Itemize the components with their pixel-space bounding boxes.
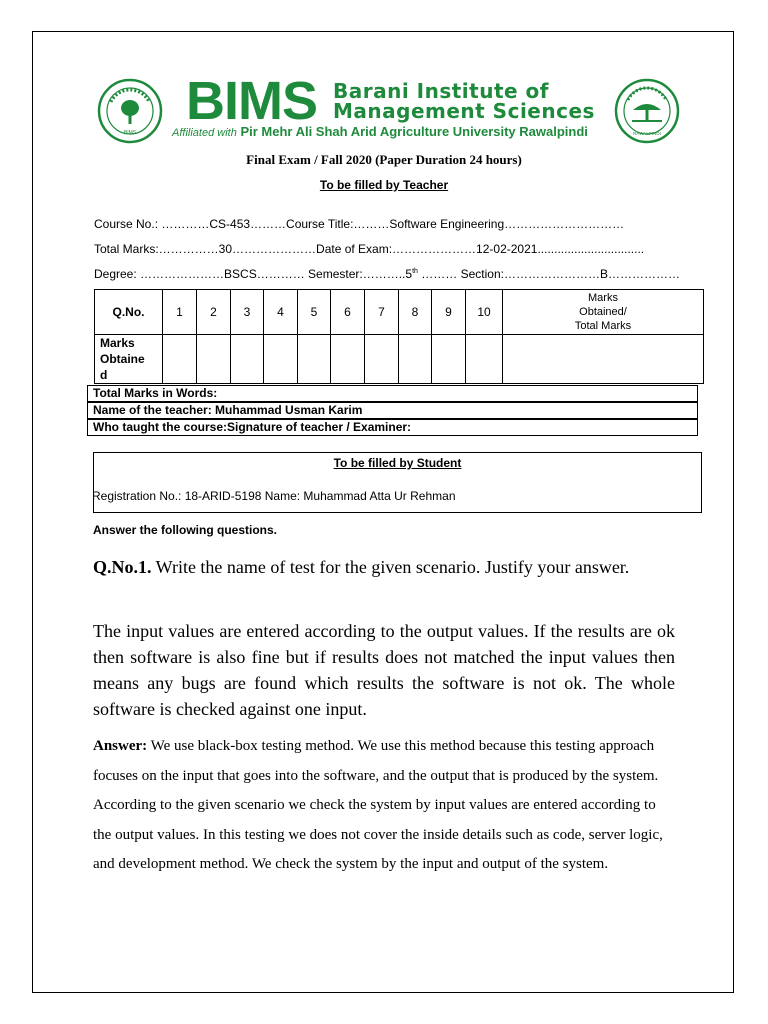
student-section-title: To be filled by Student xyxy=(333,456,462,470)
registration-line: Registration No.: 18-ARID-5198 Name: Muhammad Atta Ur Rehman xyxy=(92,489,456,503)
marks-cell[interactable] xyxy=(466,335,503,384)
row-label-line: d xyxy=(100,368,108,382)
marks-obtained-row xyxy=(95,335,704,384)
degree-line-text: Degree: …………………BSCS………… Semester:………..5 xyxy=(94,267,413,281)
teacher-signature-row: Who taught the course:Signature of teacher / Examiner: xyxy=(87,419,698,436)
student-box xyxy=(93,452,702,513)
marks-cell[interactable] xyxy=(197,335,231,384)
question-number: 1 xyxy=(163,290,197,335)
answer-text: We use black-box testing method. We use this method because this testing approach focuses on the input that goes into the software, and the output that is produced by the system. According to the given scenario we check the system by input values are entered according to the output values. In this testing we does not cover the inside details such as code, server logic, and development method. We check the system by the input and output of the system. xyxy=(93,738,663,872)
total-marks-cell[interactable] xyxy=(503,335,704,384)
marks-cell[interactable] xyxy=(298,335,331,384)
marks-cell[interactable] xyxy=(163,335,197,384)
answer xyxy=(93,732,675,880)
teacher-name-row: Name of the teacher: Muhammad Usman Karim xyxy=(87,402,698,419)
question-label: Q.No.1. xyxy=(93,557,152,577)
marks-line: Total Marks:……………30…………………Date of Exam:…………………12-02-2021................................ xyxy=(94,242,645,256)
obtained-total-header xyxy=(503,290,704,335)
question-number: 7 xyxy=(365,290,399,335)
exam-title: Final Exam / Fall 2020 (Paper Duration 24 hours) xyxy=(246,152,522,167)
marks-cell[interactable] xyxy=(264,335,298,384)
question-number: 3 xyxy=(231,290,264,335)
obtained-header-line: Marks xyxy=(588,292,618,304)
marks-obtained-label xyxy=(95,335,163,384)
question-text: Write the name of test for the given scenario. Justify your answer. xyxy=(151,557,630,577)
degree-line-sup: th xyxy=(412,268,418,275)
marks-cell[interactable] xyxy=(231,335,264,384)
obtained-header-line: Total Marks xyxy=(574,320,632,332)
institute-name-line1: Barani Institute of xyxy=(333,79,549,103)
marks-cell[interactable] xyxy=(331,335,365,384)
row-label-line: Marks xyxy=(100,336,135,350)
affiliation xyxy=(172,124,588,139)
marks-cell[interactable] xyxy=(432,335,466,384)
question-1 xyxy=(93,554,675,580)
qno-header: Q.No. xyxy=(95,290,163,335)
marks-table xyxy=(94,289,704,384)
logo-abbrev: BIMS xyxy=(186,71,317,131)
answer-label: Answer: xyxy=(93,738,148,754)
row-label-line: Obtaine xyxy=(100,352,145,366)
question-number: 9 xyxy=(432,290,466,335)
svg-text:RAWALPINDI: RAWALPINDI xyxy=(633,131,661,136)
question-number: 4 xyxy=(264,290,298,335)
marks-table-header-row xyxy=(95,290,704,335)
marks-cell[interactable] xyxy=(399,335,432,384)
question-number: 5 xyxy=(298,290,331,335)
bims-seal-left xyxy=(97,78,163,144)
marks-cell[interactable] xyxy=(365,335,399,384)
svg-text:BIMS: BIMS xyxy=(123,130,137,136)
instruction: Answer the following questions. xyxy=(93,523,278,537)
course-line: Course No.: …………CS-453………Course Title:………Software Engineering………………………… xyxy=(94,217,625,231)
total-marks-in-words-row: Total Marks in Words: xyxy=(87,385,698,402)
teacher-section-title: To be filled by Teacher xyxy=(319,178,449,192)
bims-seal-right xyxy=(614,78,680,144)
institute-name-line2: Management Sciences xyxy=(333,99,595,123)
obtained-header-line: Obtained/ xyxy=(579,306,627,318)
question-number: 8 xyxy=(399,290,432,335)
question-number: 6 xyxy=(331,290,365,335)
degree-line-text-2: ……… Section:……………………B……………… xyxy=(417,267,680,281)
affiliation-prefix: Affiliated with xyxy=(172,127,237,139)
scenario-text: The input values are entered according to the output values. If the results are ok then software is also fine but if results does not matched the input values then means any bugs are found which results the software is not ok. The whole software is checked against one input. xyxy=(93,621,675,719)
university-name: Pir Mehr Ali Shah Arid Agriculture University Rawalpindi xyxy=(240,124,588,139)
question-number: 2 xyxy=(197,290,231,335)
question-number: 10 xyxy=(466,290,503,335)
degree-line xyxy=(94,267,680,281)
